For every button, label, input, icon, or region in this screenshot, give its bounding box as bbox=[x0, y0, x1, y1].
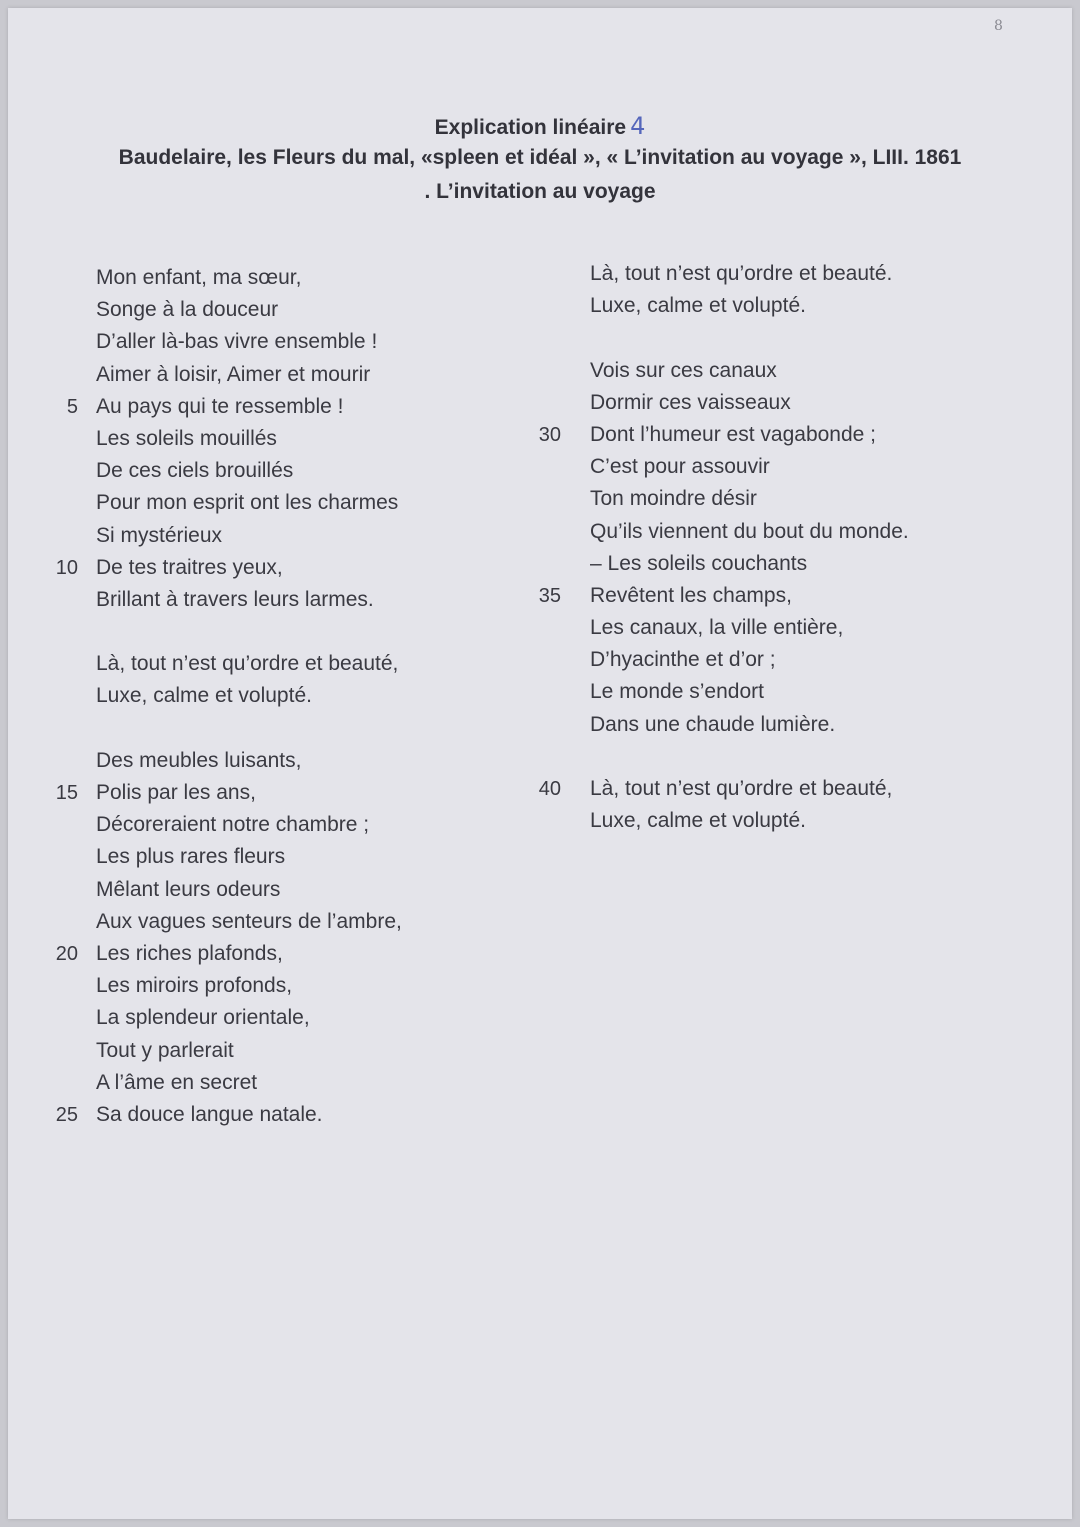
verse-text: Brillant à travers leurs larmes. bbox=[96, 587, 374, 611]
line-number: 5 bbox=[66, 395, 78, 418]
verse-text: Les canaux, la ville entière, bbox=[590, 616, 844, 640]
verse-text: Dont l’humeur est vagabonde ; bbox=[590, 422, 877, 446]
verse-text: Des meubles luisants, bbox=[96, 748, 302, 772]
verse-text: Les riches plafonds, bbox=[96, 941, 283, 965]
verse-text: Luxe, calme et volupté. bbox=[590, 809, 806, 833]
verse-text: C’est pour assouvir bbox=[590, 455, 770, 479]
verse-text: Aimer à loisir, Aimer et mourir bbox=[96, 362, 371, 386]
line-number: 20 bbox=[55, 942, 78, 965]
verse-text: Les miroirs profonds, bbox=[96, 974, 293, 998]
verse-text: De ces ciels brouillés bbox=[96, 459, 294, 483]
line-number: 30 bbox=[538, 423, 561, 446]
verse-text: Mon enfant, ma sœur, bbox=[96, 266, 302, 289]
verse-text: A l’âme en secret bbox=[96, 1070, 258, 1094]
verse-text: Sa douce langue natale. bbox=[96, 1102, 323, 1126]
page-number: 8 bbox=[994, 18, 1003, 34]
poem-title: . L’invitation au voyage bbox=[424, 180, 656, 203]
verse-text: Décoreraient notre chambre ; bbox=[96, 813, 370, 837]
line-number: 25 bbox=[55, 1103, 78, 1126]
verse-text: D’hyacinthe et d’or ; bbox=[590, 648, 776, 672]
line-number: 40 bbox=[538, 778, 561, 800]
verse-text: Pour mon esprit ont les charmes bbox=[96, 491, 399, 515]
verse-text: Là, tout n’est qu’ordre et beauté, bbox=[96, 652, 399, 676]
verse-text: Qu’ils viennent du bout du monde. bbox=[590, 519, 909, 543]
verse-text: De tes traitres yeux, bbox=[96, 555, 283, 579]
verse-text: Dormir ces vaisseaux bbox=[590, 390, 791, 414]
verse-text: La splendeur orientale, bbox=[96, 1006, 310, 1030]
verse-text: Les plus rares fleurs bbox=[96, 845, 286, 869]
title-text: Explication linéaire bbox=[434, 116, 627, 139]
verse-text: Là, tout n’est qu’ordre et beauté, bbox=[590, 777, 893, 800]
line-number: 10 bbox=[55, 556, 78, 579]
line-number: 35 bbox=[538, 584, 561, 607]
verse-text: Si mystérieux bbox=[96, 523, 223, 547]
verse-text: Songe à la douceur bbox=[96, 298, 279, 322]
handwritten-number: 4 bbox=[630, 112, 646, 140]
document-subtitle: Baudelaire, les Fleurs du mal, «spleen et idéal », « L’invitation au voyage », LIII. 1861 bbox=[118, 146, 962, 169]
verse-text: Mêlant leurs odeurs bbox=[96, 877, 281, 901]
document-title bbox=[8, 112, 1072, 140]
verse-text: Tout y parlerait bbox=[96, 1038, 234, 1062]
verse-text: Polis par les ans, bbox=[96, 781, 256, 804]
verse-text: Le monde s’endort bbox=[590, 680, 764, 704]
verse-text: Dans une chaude lumière. bbox=[590, 712, 836, 736]
verse-text: Au pays qui te ressemble ! bbox=[96, 394, 344, 418]
verse-text: D’aller là-bas vivre ensemble ! bbox=[96, 330, 378, 354]
verse-text: – Les soleils couchants bbox=[590, 551, 808, 575]
verse-text: Là, tout n’est qu’ordre et beauté. bbox=[590, 262, 893, 285]
verse-text: Luxe, calme et volupté. bbox=[96, 684, 312, 708]
verse-text: Luxe, calme et volupté. bbox=[590, 294, 806, 318]
line-number: 15 bbox=[55, 782, 78, 804]
document-page bbox=[8, 8, 1072, 1519]
verse-text: Ton moindre désir bbox=[590, 487, 757, 511]
verse-text: Aux vagues senteurs de l’ambre, bbox=[96, 909, 402, 933]
verse-text: Revêtent les champs, bbox=[590, 583, 792, 607]
verse-text: Vois sur ces canaux bbox=[590, 358, 777, 382]
verse-text: Les soleils mouillés bbox=[96, 426, 277, 450]
